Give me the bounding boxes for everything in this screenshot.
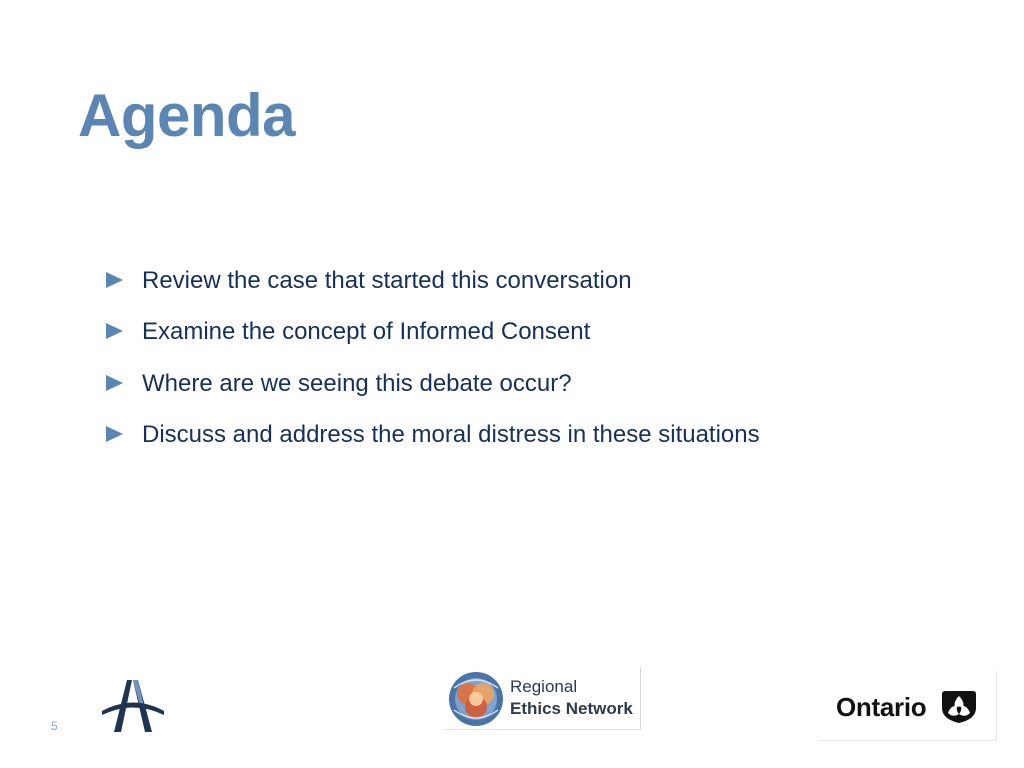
trillium-icon	[941, 688, 977, 724]
ren-logo-line1: Regional	[510, 677, 578, 696]
triangle-bullet-icon	[106, 426, 123, 442]
agenda-list	[106, 255, 760, 461]
ontario-logo	[818, 671, 997, 741]
regional-ethics-network-logo	[444, 667, 641, 730]
bridge-logo-icon	[100, 676, 166, 734]
agenda-item	[106, 358, 760, 410]
triangle-bullet-icon	[106, 375, 123, 391]
triangle-bullet-icon	[106, 323, 123, 339]
agenda-item-text: Examine the concept of Informed Consent	[142, 318, 591, 346]
triangle-bullet-icon	[106, 272, 123, 288]
ren-mark-icon	[446, 670, 506, 728]
agenda-item	[106, 410, 760, 462]
ontario-wordmark: Ontario	[836, 692, 927, 722]
ren-logo-line2: Ethics Network	[510, 699, 633, 718]
agenda-item-text: Discuss and address the moral distress in these situations	[142, 421, 760, 449]
agenda-item-text: Where are we seeing this debate occur?	[142, 369, 572, 397]
agenda-item-text: Review the case that started this conversation	[142, 266, 632, 294]
slide-title: Agenda	[78, 82, 296, 149]
agenda-item	[106, 255, 760, 307]
page-number: 5	[51, 719, 58, 733]
agenda-item	[106, 307, 760, 359]
